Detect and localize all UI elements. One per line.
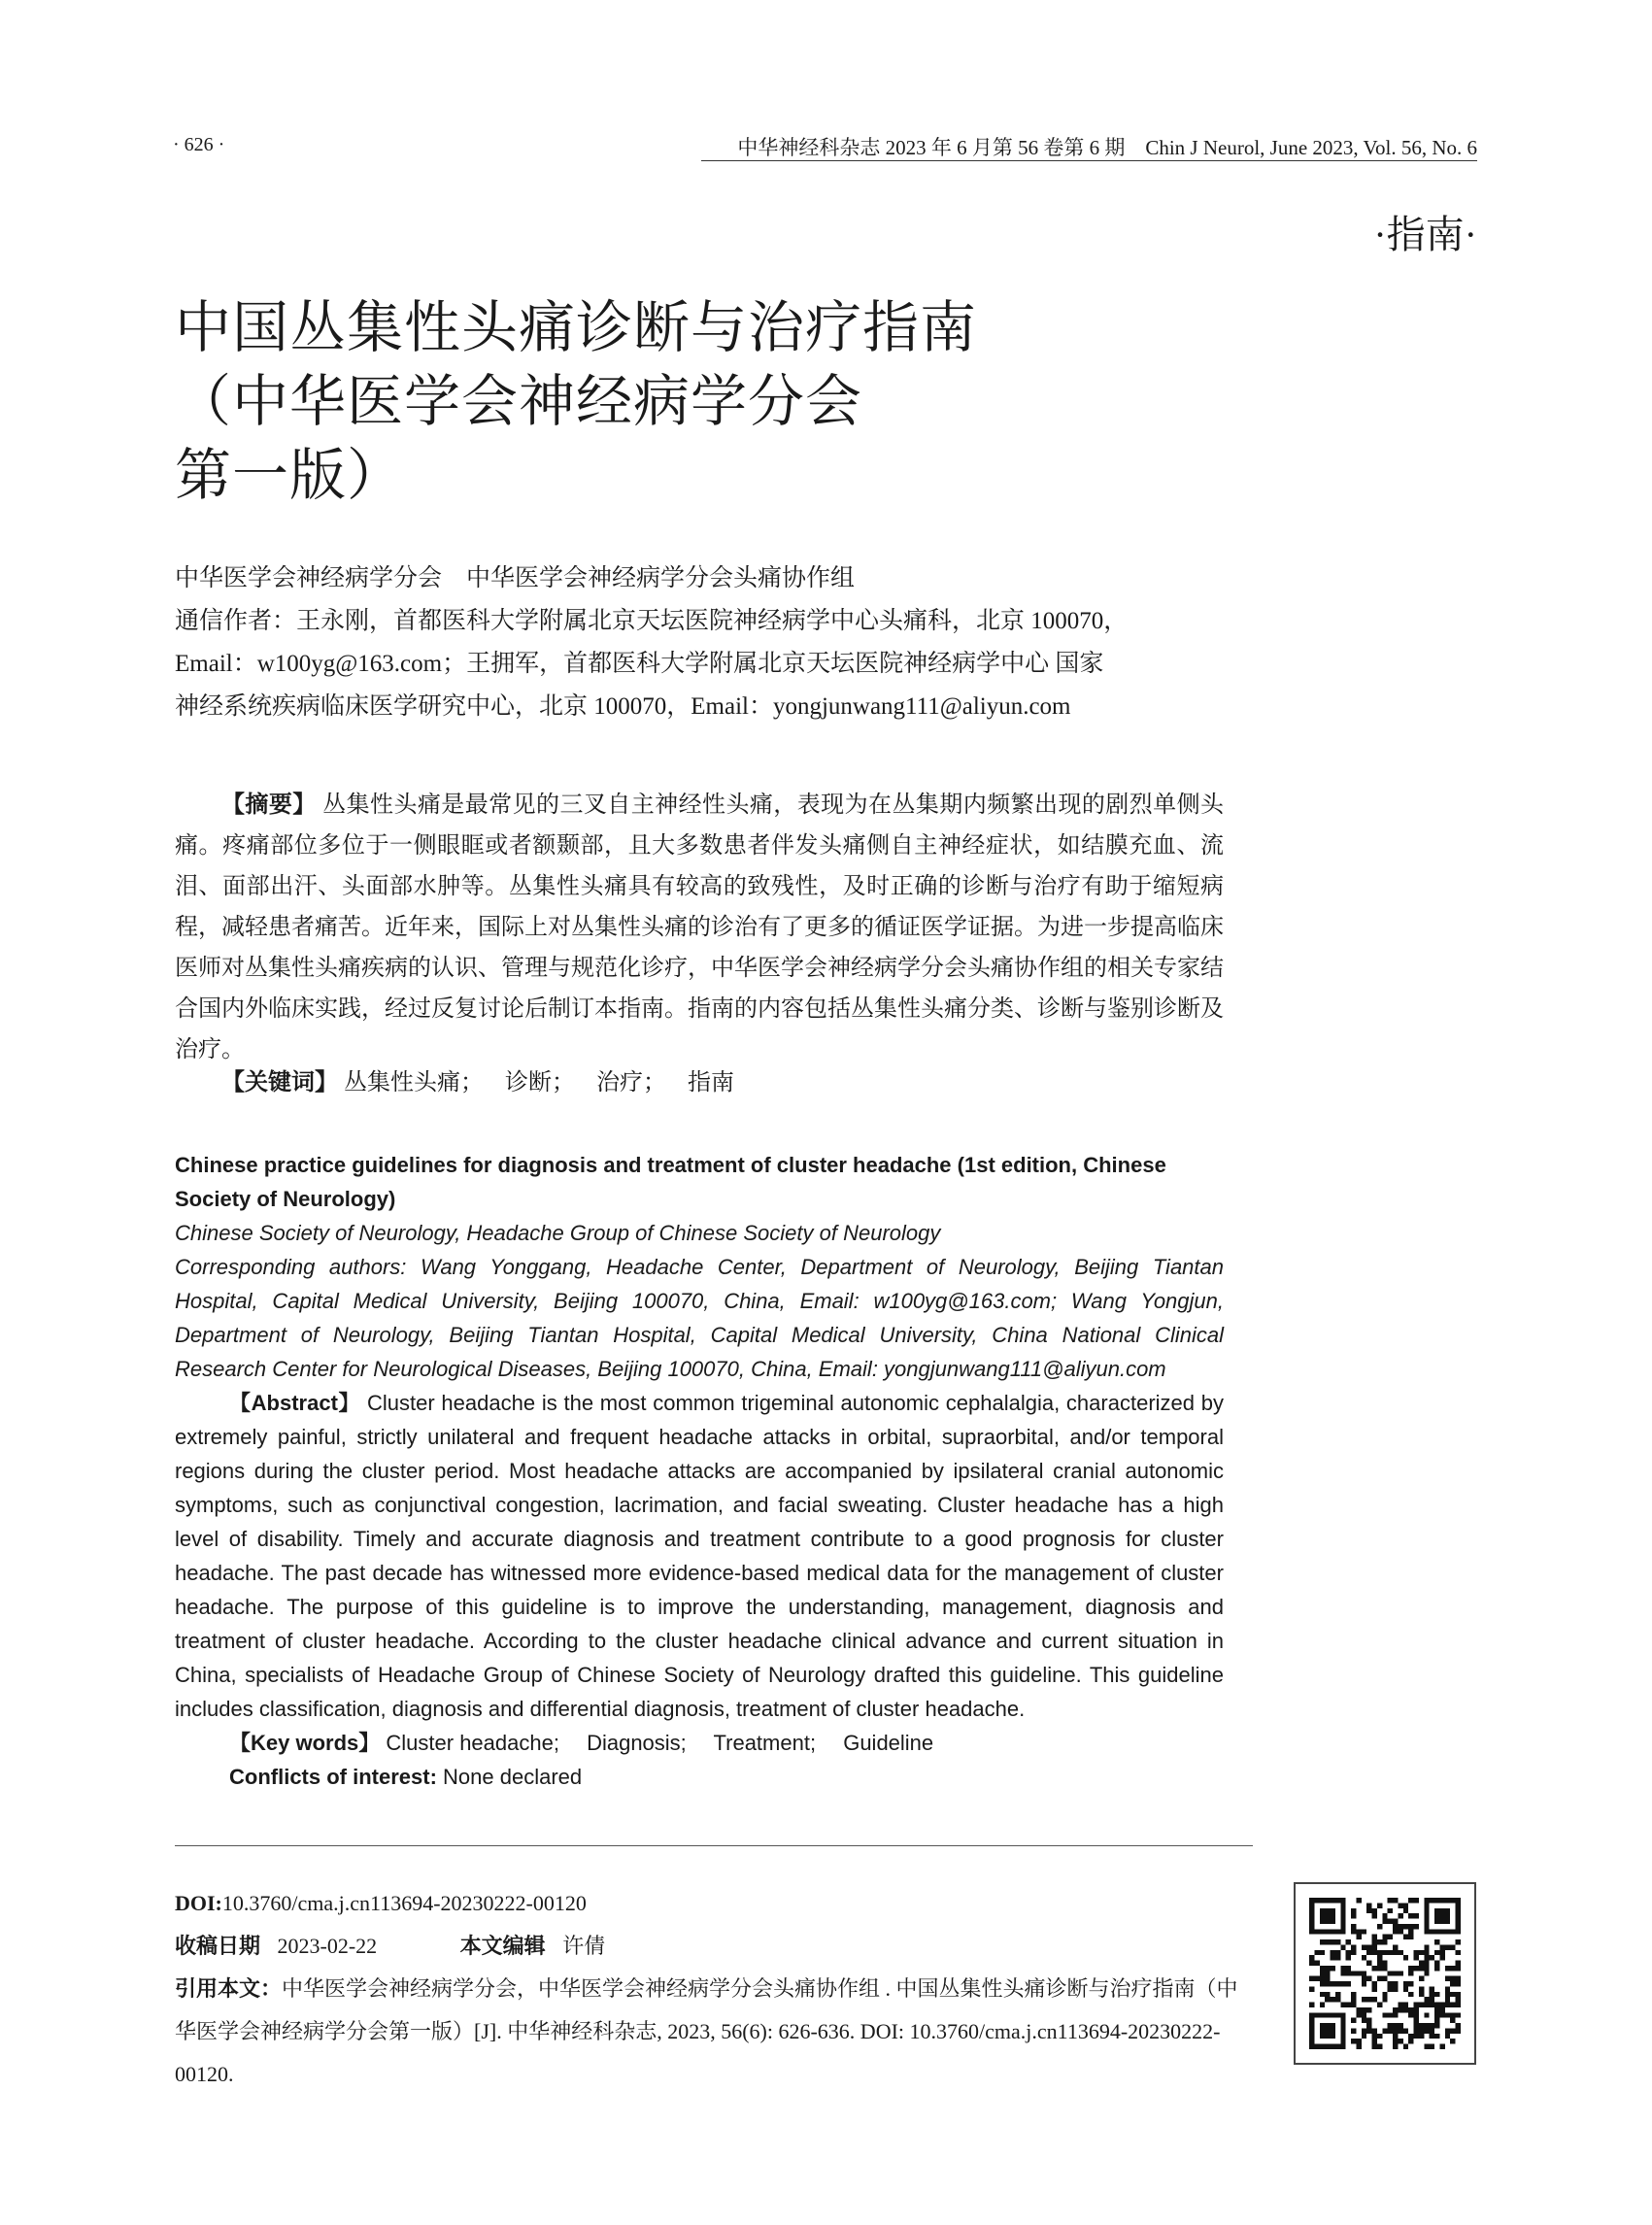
english-abstract-label: 【Abstract】 (229, 1391, 361, 1415)
running-header: 中华神经科杂志 2023 年 6 月第 56 卷第 6 期 Chin J Neurol, June 2023, Vol. 56, No. 6 (737, 136, 1477, 159)
title-line: 第一版） (175, 444, 405, 507)
citation-text: 中华医学会神经病学分会，中华医学会神经病学分会头痛协作组 . 中国丛集性头痛诊断与治疗指南（中华医学会神经病学分会第一版）[J]. 中华神经科杂志, 2023, 56(6): 626-636. DOI: 10.3760/cma.j.cn113694-20230222-00120. (175, 1976, 1238, 2086)
english-abstract (175, 1386, 1224, 1726)
article-title (175, 291, 977, 513)
title-line: （中华医学会神经病学分会 (175, 370, 863, 433)
citation-label: 引用本文： (175, 1976, 283, 2001)
english-section (175, 1148, 1224, 1794)
keyword-en: Guideline (843, 1731, 934, 1755)
editor-name: 许倩 (562, 1934, 606, 1958)
received-label: 收稿日期 (175, 1934, 261, 1958)
doi-value[interactable]: 10.3760/cma.j.cn113694-20230222-00120 (221, 1891, 587, 1915)
keyword-en: Diagnosis; (587, 1731, 687, 1755)
received-date: 2023-02-22 (277, 1934, 378, 1958)
qr-code-icon (1309, 1898, 1461, 2049)
citation (175, 1968, 1253, 2096)
header-rule (701, 160, 1477, 161)
abstract-cn (175, 785, 1224, 1070)
english-correspondence: Corresponding authors: Wang Yonggang, Headache Center, Department of Neurology, Beijing Tiantan Hospital, Capital Medical University, Beijing 100070, China, Email: w100yg@163.com; Wang Yongjun, Department of Neurology, Beijing Tiantan Hospital, Capital Medical University, China National Clinical Research Center for Neurological Diseases, Beijing 100070, China, Email: yongjunwang111@aliyun.com (175, 1255, 1224, 1381)
keyword-en: Treatment; (713, 1731, 817, 1755)
english-abstract-text: Cluster headache is the most common trigeminal autonomic cephalalgia, characterized by extremely painful, strictly unilateral and frequent headache attacks in orbital, supraorbital, and/or temporal regions during the cluster period. Most headache attacks are accompanied by ipsilateral cranial autonomic symptoms, such as conjunctival congestion, lacrimation, and facial sweating. Cluster headache has a high level of disability. Timely and accurate diagnosis and treatment contribute to a good prognosis for cluster headache. The past decade has witnessed more evidence-based medical data for the management of cluster headache. The purpose of this guideline is to improve the understanding, management, diagnosis and treatment of cluster headache. According to the cluster headache clinical advance and current situation in China, specialists of Headache Group of Chinese Society of Neurology drafted this guideline. This guideline includes classification, diagnosis and differential diagnosis, treatment of cluster headache. (175, 1391, 1224, 1721)
keyword-en: Cluster headache; (386, 1731, 559, 1755)
english-orgs: Chinese Society of Neurology, Headache Group of Chinese Society of Neurology (175, 1221, 941, 1245)
correspondence-line: Email：w100yg@163.com；王拥军，首都医科大学附属北京天坛医院神经病学中心 国家 (175, 651, 1104, 677)
authors-block (175, 557, 1224, 728)
doi-row (175, 1882, 1258, 1925)
section-tag: ·指南· (1373, 213, 1477, 256)
abstract-cn-text: 丛集性头痛是最常见的三叉自主神经性头痛，表现为在丛集期内频繁出现的剧烈单侧头痛。疼痛部位多位于一侧眼眶或者额颞部，且大多数患者伴发头痛侧自主神经症状，如结膜充血、流泪、面部出汗、头面部水肿等。丛集性头痛具有较高的致残性，及时正确的诊断与治疗有助于缩短病程，减轻患者痛苦。近年来，国际上对丛集性头痛的诊治有了更多的循证医学证据。为进一步提高临床医师对丛集性头痛疾病的认识、管理与规范化诊疗，中华医学会神经病学分会头痛协作组的相关专家结合国内外临床实践，经过反复讨论后制订本指南。指南的内容包括丛集性头痛分类、诊断与鉴别诊断及治疗。 (175, 792, 1225, 1062)
title-line: 中国丛集性头痛诊断与治疗指南 (175, 296, 978, 359)
qr-code[interactable] (1294, 1882, 1476, 2065)
keywords-cn-label: 【关键词】 (221, 1070, 338, 1096)
english-title: Chinese practice guidelines for diagnosis and treatment of cluster headache (1st edition, Chinese Society of Neurology) (175, 1153, 1166, 1211)
received-row (175, 1925, 1258, 1968)
keyword-cn: 治疗； (596, 1070, 666, 1096)
conflicts-of-interest (175, 1760, 1224, 1794)
correspondence-line: 通信作者：王永刚，首都医科大学附属北京天坛医院神经病学中心头痛科，北京 100070， (175, 608, 1129, 634)
keyword-cn: 诊断； (505, 1070, 575, 1096)
page-number: · 626 · (173, 134, 225, 155)
english-keywords (175, 1726, 1224, 1760)
footer-rule (175, 1845, 1253, 1846)
correspondence-line: 神经系统疾病临床医学研究中心，北京 100070，Email：yongjunwang111@aliyun.com (175, 693, 1071, 720)
abstract-cn-label: 【摘要】 (221, 792, 317, 818)
keyword-cn: 指南 (688, 1070, 734, 1096)
author-orgs: 中华医学会神经病学分会 中华医学会神经病学分会头痛协作组 (175, 565, 856, 591)
doi-label: DOI: (175, 1891, 222, 1915)
english-keywords-label: 【Key words】 (229, 1731, 381, 1755)
article-info (175, 1882, 1258, 2096)
conflicts-label: Conflicts of interest: (229, 1765, 437, 1789)
editor-label: 本文编辑 (459, 1934, 546, 1958)
keywords-cn (221, 1062, 750, 1103)
conflicts-text: None declared (443, 1765, 583, 1789)
keyword-cn: 丛集性头痛； (344, 1070, 484, 1096)
